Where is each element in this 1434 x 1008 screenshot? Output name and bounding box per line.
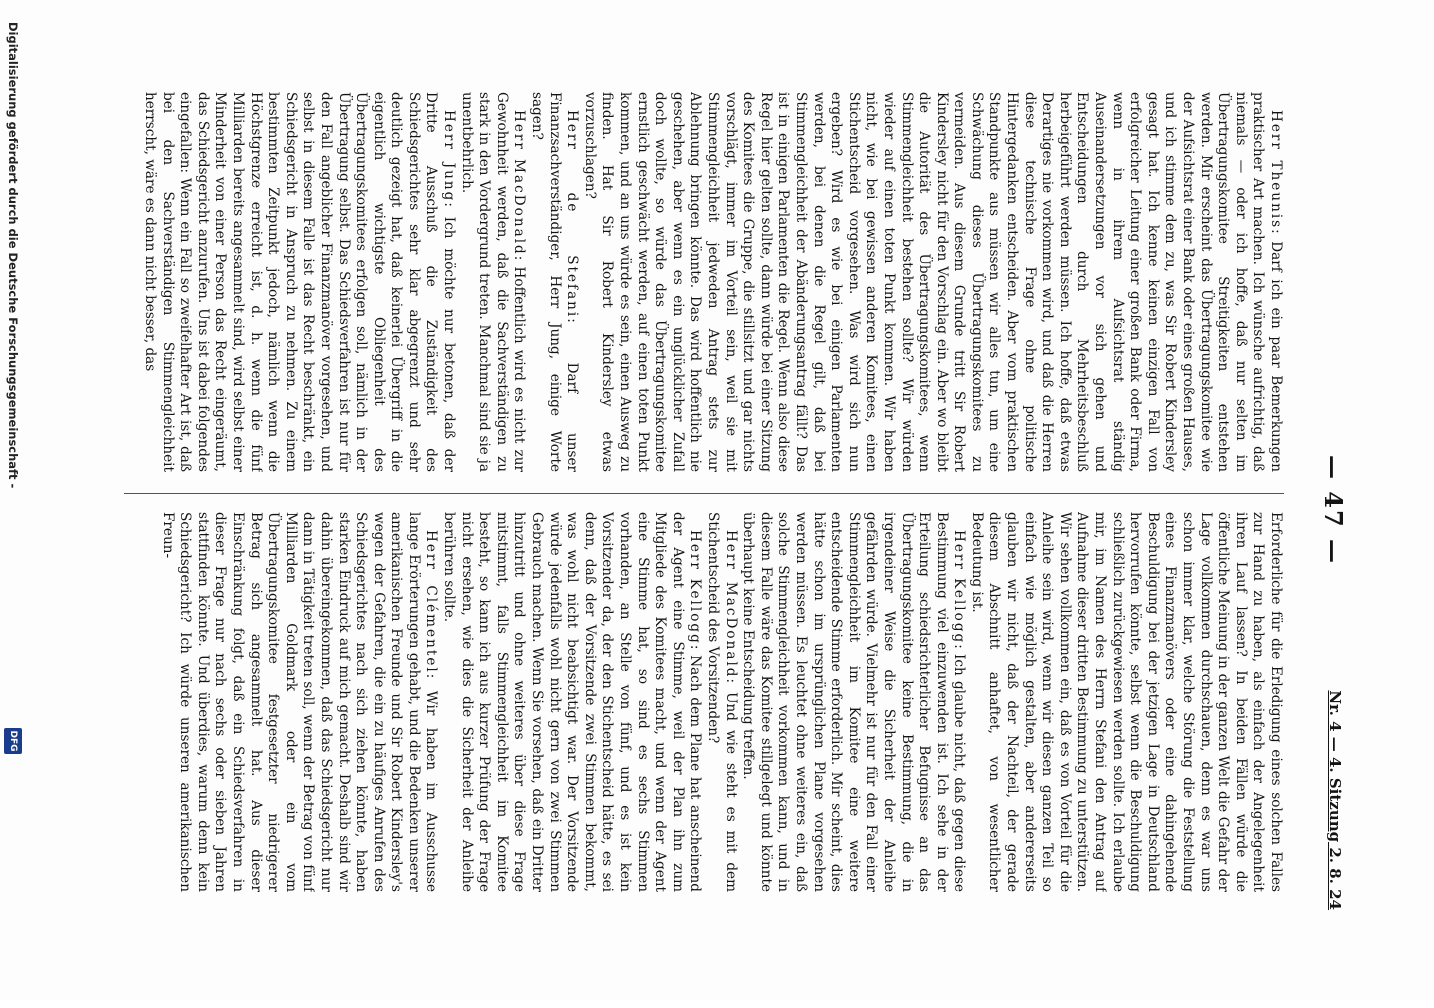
speaker-name: Herr Kellogg <box>687 530 704 645</box>
paragraph-text: : Darf unser Finanzsachverständiger, Herr Jung, einige Worte sagen? <box>529 92 581 472</box>
paragraph-text: Erforderliche für die Erledigung eines solchen Falles zur Hand zu haben, als einfach der Angelegenheit ihren Lauf lassen? In beiden Fällen würde die öffentliche Meinung in der ganzen Welt die Gefahr der Lage vollkommen durchschauen, denn es war uns schon immer klar, welche Störung die Feststellung eines Finanzmanövers oder eine dahingehende Beschuldigung bei der jetzigen Lage in Deutschland hervorrufen könnte, selbst wenn die Beschuldigung schließlich zurückgewiesen werden sollte. Ich erlaube mir, im Namen des Herrn Stefani den Antrag auf Aufnahme dieser dritten Bestimmung zu unterstützen. Wir sehen vollkommen ein, daß es von Vorteil für die Anleihe sein wird, wenn wir diesen ganzen Teil so einfach wie möglich gestalten, aber andererseits glauben wir nicht, daß der Nachteil, der gerade diesem Abschnitt anhaftet, von wesentlicher Bedeutung ist. <box>968 512 1284 892</box>
issue-info: Nr. 4 — 4. Sitzung 2. 8. 24 <box>1326 690 1344 910</box>
paragraph-text: : Wir haben im Ausschusse lange Erörterungen gehabt, und die Bedenken unserer amerikanischen Freunde und Sir Robert Kindersley's wegen der Gefahren, die ein zu häufiges Anrufen des Schiedsgerichtes nach sich ziehen könnte, haben starken Eindruck auf mich gemacht. Deshalb sind wir dahin übereingekommen, daß das Schiedsgericht nur dann in Tätigkeit treten soll, wenn der Betrag von fünf Milliarden Goldmark oder ein vom Übertragungskomitee festgesetzter niedrigerer Betrag sich angesammelt hat. Aus dieser Einschränkung folgt, daß ein Schiedsverfahren in dieser Frage nur nach sechs oder sieben Jahren stattfinden könnte. Und überdies, warum denn kein Schiedsgericht? Ich würde unseren amerikanischen Freun- <box>159 512 440 892</box>
paragraph-text: : Ich glaube nicht, daß gegen diese Bestimmung viel einzuwenden ist. Ich sehe in der Erteilung schiedsrichterlicher Befugnisse an das Übertragungskomitee keine Bestimmung, die in irgendeiner Weise die Sicherheit der Anleihe gefährden würde. Vielmehr ist nur für den Fall einer Stimmengleichheit im Komitee eine weitere entscheidende Stimme erforderlich. Mir scheint, dies hätte schon im ursprünglichen Plane vorgesehen werden müssen. Es leuchtet ohne weiteres ein, daß solche Stimmengleichheit vorkommen kann, und in diesem Falle wäre das Komitee stillgelegt und könnte überhaupt keine Entscheidung treffen. <box>740 512 968 892</box>
speaker-name: Herr Jung <box>441 110 458 203</box>
page-header <box>1308 110 1348 910</box>
speaker-name: Herr MacDonald <box>511 110 528 256</box>
paragraph <box>580 92 1284 472</box>
footer <box>0 8 24 1008</box>
right-column <box>124 512 1284 892</box>
paragraph-text: : Und wie steht es mit dem Stichentscheid des Vorsitzenden? <box>705 512 739 892</box>
speaker-name: Herr Kellogg <box>951 530 968 645</box>
paragraph-text: : Ich möchte nur betonen, daß der Dritte Ausschuß die Zuständigkeit des Schiedsgerichtes sehr klar abgegrenzt und sehr deutlich gezeigt hat, daß keinerlei Übergriff in die eigentlich wichtigste Obliegenheit des Übertragungskomitees erfolgen soll, nämlich in der Übertragung selbst. Das Schiedsverfahren ist nur für den Fall angeblicher Finanzmanöver vorgesehen, und selbst in diesem Falle ist das Recht beschränkt, ein Schiedsgericht in Anspruch zu nehmen. Zu einem bestimmten Zeitpunkt jedoch, nämlich wenn die Höchstgrenze erreicht ist, d. h. wenn die fünf Milliarden bereits angesammelt sind, wird selbst einer Minderheit von einer Person das Recht eingeräumt, das Schiedsgericht anzurufen. Uns ist dabei folgendes eingefallen: Wenn ein Fall so zweifelhafter Art ist, daß bei den Sachverständigen Stimmengleichheit herrscht, wäre es dann nicht besser, das <box>142 92 458 472</box>
speaker-name: Herr MacDonald <box>722 530 739 679</box>
speaker-name: Herr Clémentel <box>423 530 440 674</box>
paragraph-text: : Darf ich ein paar Bemerkungen praktischer Art machen. Ich wünsche aufrichtig, daß niemals — oder ich hoffe, daß nur selten im Übertragungskomitee Streitigkeiten entstehen werden. Mir erscheint das Übertragungskomitee wie der Aufsichtsrat einer Bank oder eines großen Hauses, und ich stimme dem zu, was Sir Robert Kindersley gesagt hat. Ich kenne keinen einzigen Fall von erfolgreicher Leitung einer großen Bank oder Firma, wenn in ihrem Aufsichtsrat ständig Auseinandersetzungen vor sich gehen und Entscheidungen durch Mehrheitsbeschluß herbeigeführt werden müssen. Ich hoffe, daß etwas Derartiges nie vorkommen wird, und daß die Herren diese technische Frage ohne politische Hintergedanken entscheiden. Aber vom praktischen Standpunkte aus müssen wir alles tun, um eine Schwächung dieses Übertragungskomitees zu vermeiden. Aus diesem Grunde tritt Sir Robert Kindersley nicht für den Vorschlag ein. Aber wo bleibt die Autorität des Übertragungskomitees, wenn Stimmengleichheit bestehen sollte? Wir würden wieder auf einen toten Punkt kommen. Wir haben nicht, wie bei gewissen anderen Komitees, einen Stichentscheid vorgesehen. Was wird sich nun ergeben? Wird es wie bei einigen Parlamenten werden, bei denen die Regel gilt, daß bei Stimmengleichheit der Abänderungsantrag fällt? Das ist in einigen Parlamenten die Regel. Wenn also diese Regel hier gelten sollte, dann würde bei einer Sitzung des Komitees die Gruppe, die stillsitzt und gar nichts vorschlägt, immer im Vorteil sein, weil sie mit Stimmengleichheit jedweden Antrag stets zur Ablehnung bringen könnte. Das wird hoffentlich nie geschehen, aber wenn es ein unglücklicher Zufall doch wollte, so würde das Übertragungskomitee ernstlich geschwächt werden, auf einen toten Punkt kommen, und an uns würde es sein, einen Ausweg zu finden. Hat Sir Robert Kindersley etwas vorzuschlagen? <box>581 92 1284 472</box>
paragraph <box>739 512 968 892</box>
left-column <box>124 92 1284 472</box>
paragraph <box>527 92 580 472</box>
page-number: — 47 — <box>1319 454 1348 566</box>
paragraph <box>967 512 1284 892</box>
paragraph-text: : Nach dem Plane hat anscheinend der Agent eine Stimme, weil der Plan ihn zum Mitgliede des Komitees macht, und wenn der Agent eine Stimme hat, so sind es sechs Stimmen vorhanden, an Stelle von fünf, und es ist kein Vorsitzender da, der den Stichentscheid hätte, es sei denn, daß der Vorsitzende zwei Stimmen bekommt, was wohl nicht beabsichtigt war. Der Vorsitzende würde jedenfalls wohl nicht gern von zwei Stimmen Gebrauch machen. Wenn Sie vorsehen, daß ein Dritter hinzutritt und ohne weiteres über diese Frage mitstimmt, falls Stimmengleichheit im Komitee besteht, so kann ich aus kurzer Prüfung der Frage nicht ersehen, wie dies die Sicherheit der Anleihe berühren sollte. <box>441 512 704 892</box>
speaker-name: Herr Theunis <box>1268 110 1284 230</box>
paragraph <box>140 92 457 472</box>
paragraph-text: : Hoffentlich wird es nicht zur Gewohnheit werden, daß die Sachverständigen zu stark in den Vordergrund treten. Manchmal sind sie ja unentbehrlich. <box>458 92 528 472</box>
paragraph <box>440 512 704 892</box>
dfg-logo-icon: DFG <box>4 728 22 754</box>
paragraph <box>158 512 440 892</box>
column-divider <box>124 493 1284 494</box>
digitization-credit: Digitalisierung gefördert durch die Deutsche Forschungsgemeinschaft - <box>6 22 20 489</box>
paragraph <box>457 92 527 472</box>
paragraph <box>703 512 738 892</box>
speaker-name: Herr de Stefani <box>564 110 581 319</box>
